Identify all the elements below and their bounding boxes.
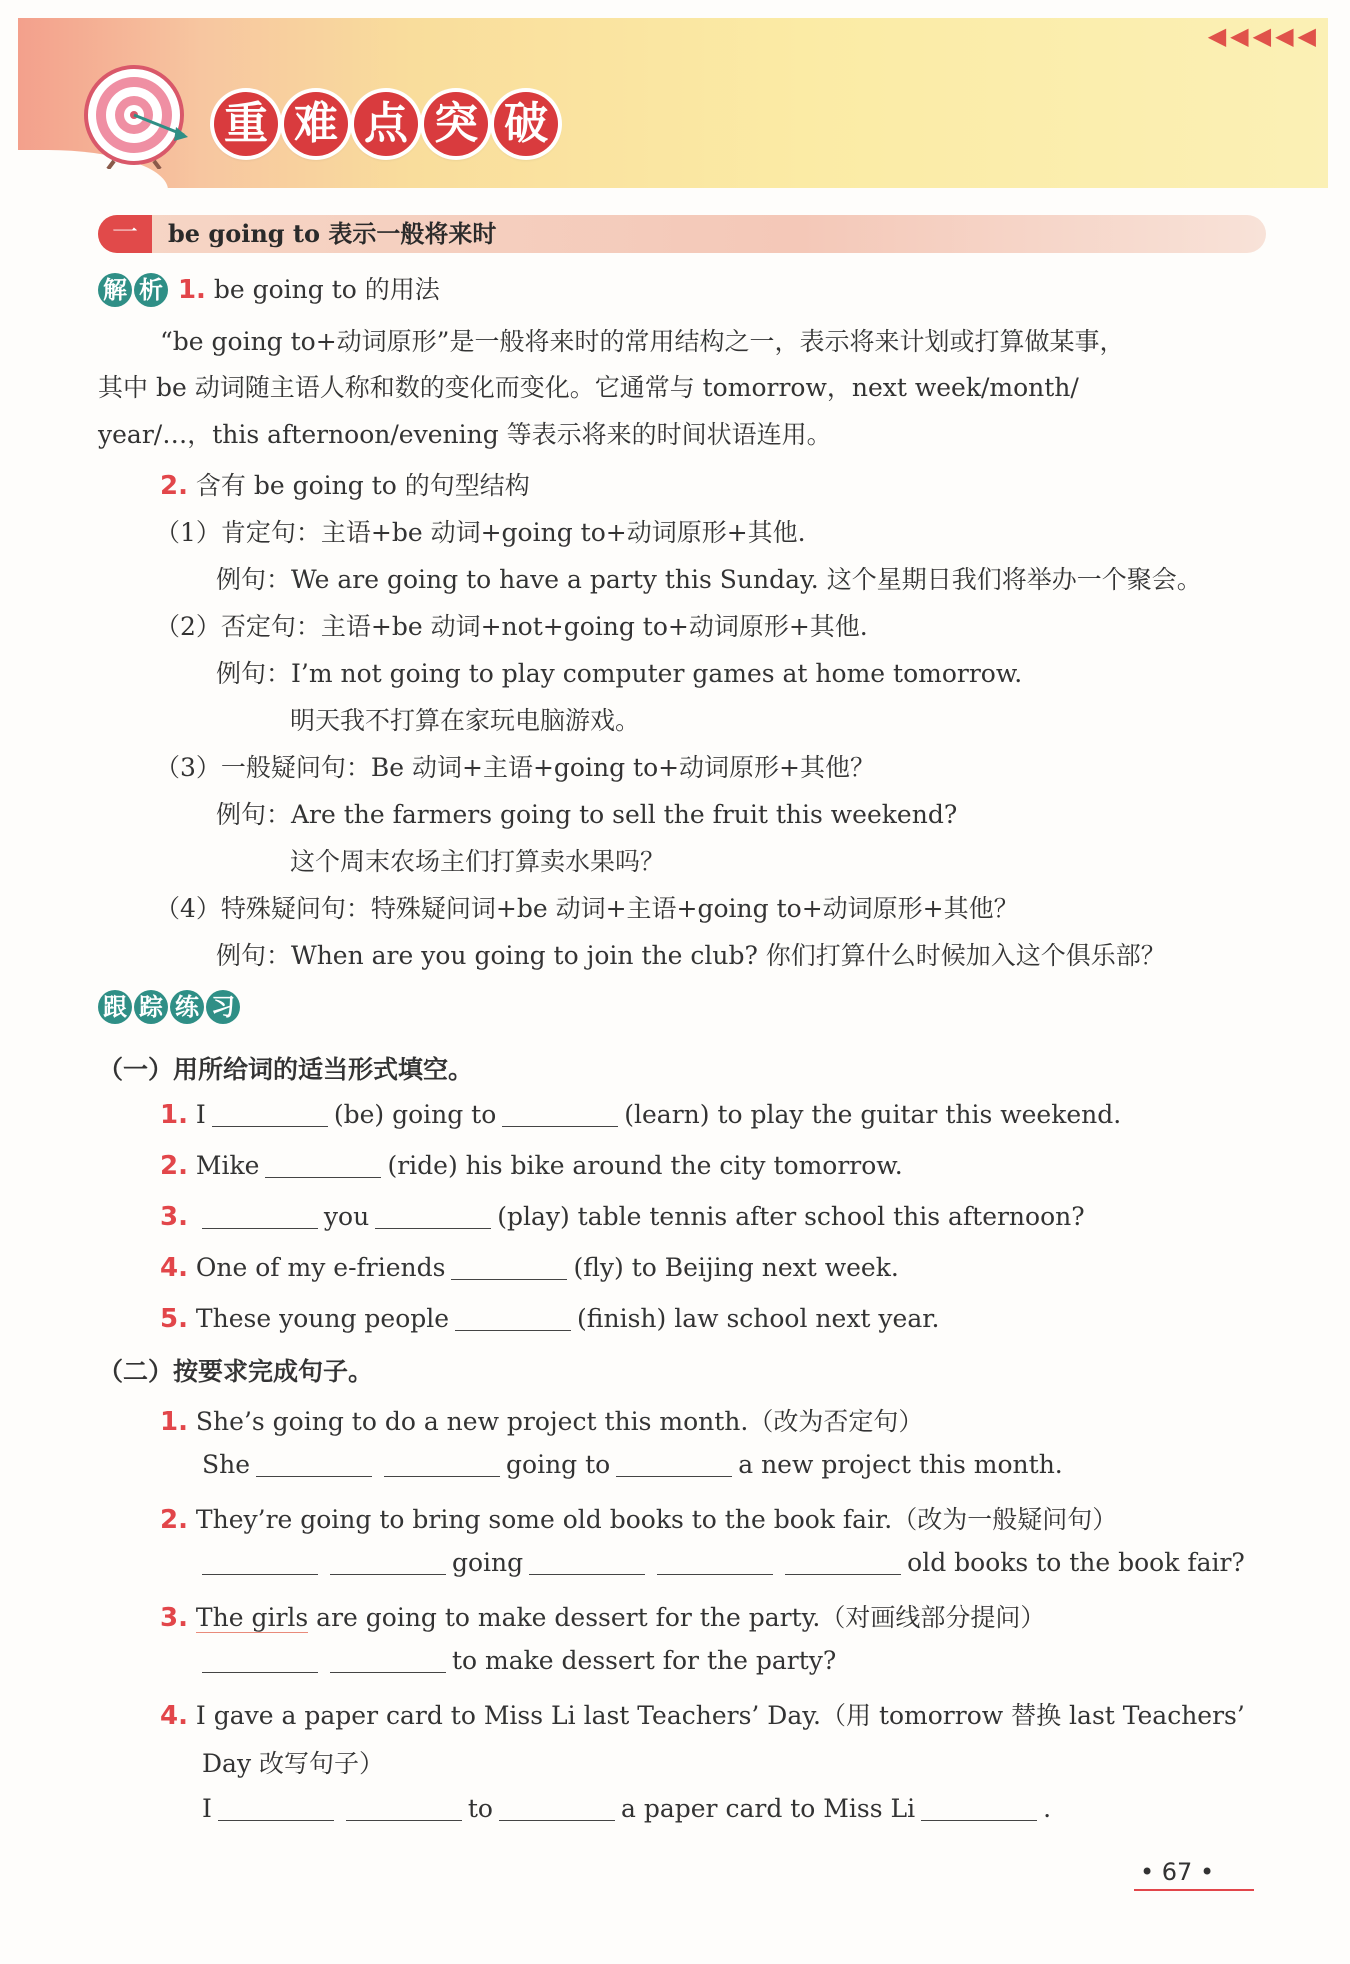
p1-q4-text-a: One of my e-friends — [195, 1253, 446, 1282]
section-title-cn: 表示一般将来时 — [328, 220, 497, 248]
arrows-decoration: ◀◀◀◀◀ — [1207, 22, 1320, 50]
practice-tag-1: 跟 — [98, 990, 132, 1024]
p1-q3-blank-1[interactable] — [202, 1202, 318, 1229]
p2-q1-text: She’s going to do a new project this month.（改为否定句） — [195, 1407, 924, 1436]
page-number-underline — [1134, 1889, 1254, 1891]
header-banner — [18, 18, 1328, 188]
analysis-tag-2: 析 — [134, 273, 168, 307]
p1-q5-blank-1[interactable] — [455, 1304, 571, 1331]
structure-4: （4）特殊疑问句：特殊疑问词+be 动词+主语+going to+动词原形+其他？ — [155, 894, 1019, 923]
p2-q3-answer — [196, 1646, 836, 1675]
p2-q3-answer-a: to make dessert for the party? — [452, 1646, 837, 1675]
p1-q4-num: 4. — [160, 1253, 188, 1283]
analysis-item1-num: 1. — [177, 275, 206, 305]
title-char-3: 点 — [354, 92, 418, 156]
p2-q1 — [160, 1402, 923, 1438]
section-title-en: be going to — [168, 219, 320, 248]
p2-q2-answer-a: going — [452, 1548, 524, 1577]
analysis-para-line2: 其中 be 动词随主语人称和数的变化而变化。它通常与 tomorrow，next week/month/ — [98, 373, 1079, 402]
p2-q1-blank-1[interactable] — [256, 1450, 372, 1477]
p1-q4-text-b: (fly) to Beijing next week. — [573, 1253, 899, 1282]
p2-q1-answer — [202, 1450, 1063, 1479]
p2-q4-answer-a: I — [202, 1794, 212, 1823]
p2-q3 — [160, 1598, 1045, 1634]
p2-q2 — [160, 1500, 1117, 1536]
p2-q1-answer-a: She — [202, 1450, 251, 1479]
p2-q3-blank-2[interactable] — [330, 1646, 446, 1673]
p1-q2-blank-1[interactable] — [265, 1151, 381, 1178]
p2-q2-blank-2[interactable] — [330, 1548, 446, 1575]
structure-2-example: 例句：I’m not going to play computer games at home tomorrow. — [216, 659, 1023, 688]
p2-q4-blank-4[interactable] — [921, 1794, 1037, 1821]
analysis-item2 — [160, 466, 530, 502]
p2-q2-answer — [196, 1548, 1245, 1577]
p2-q2-blank-5[interactable] — [785, 1548, 901, 1575]
section-number: 一 — [98, 215, 152, 253]
structure-3-example: 例句：Are the farmers going to sell the fruit this weekend? — [216, 800, 958, 829]
p2-q2-num: 2. — [160, 1505, 188, 1535]
p1-q5-text-b: (finish) law school next year. — [577, 1304, 940, 1333]
p1-q4-blank-1[interactable] — [451, 1253, 567, 1280]
analysis-tag-1: 解 — [98, 273, 132, 307]
p2-q2-blank-1[interactable] — [202, 1548, 318, 1575]
p1-q3-text-b: (play) table tennis after school this afternoon? — [497, 1202, 1085, 1231]
p2-q2-blank-4[interactable] — [657, 1548, 773, 1575]
p2-q2-answer-b: old books to the book fair? — [907, 1548, 1245, 1577]
p1-q3-blank-2[interactable] — [375, 1202, 491, 1229]
p2-q4-answer-c: a paper card to Miss Li — [621, 1794, 916, 1823]
p1-q1-blank-1[interactable] — [212, 1100, 328, 1127]
p1-q1 — [160, 1100, 1121, 1130]
p2-q4-text-line2: Day 改写句子） — [202, 1749, 385, 1778]
analysis-item1-title: be going to 的用法 — [213, 275, 440, 304]
p1-q1-num: 1. — [160, 1100, 188, 1130]
p1-q3-text-a: you — [323, 1202, 370, 1231]
p2-q4-answer — [202, 1794, 1051, 1823]
p2-q4-num: 4. — [160, 1701, 188, 1731]
p1-q1-blank-2[interactable] — [502, 1100, 618, 1127]
p1-q2-num: 2. — [160, 1151, 188, 1181]
structure-3: （3）一般疑问句：Be 动词+主语+going to+动词原形+其他？ — [155, 753, 876, 782]
p1-q1-text-b: (be) going to — [333, 1100, 497, 1129]
analysis-para-line1: “be going to+动词原形”是一般将来时的常用结构之一，表示将来计划或打算做某事， — [160, 327, 1125, 356]
analysis-item2-num: 2. — [160, 471, 188, 501]
p1-q2-text-a: Mike — [195, 1151, 260, 1180]
p2-q3-underlined: The girls — [195, 1603, 309, 1632]
p1-q5 — [160, 1304, 939, 1334]
p2-q4-blank-3[interactable] — [499, 1794, 615, 1821]
structure-4-example: 例句：When are you going to join the club? 你们打算什么时候加入这个俱乐部？ — [216, 941, 1166, 970]
p2-q1-num: 1. — [160, 1407, 188, 1437]
p2-q1-blank-2[interactable] — [384, 1450, 500, 1477]
p1-q2 — [160, 1151, 903, 1181]
practice-tag-4: 习 — [206, 990, 240, 1024]
part2-title: （二）按要求完成句子。 — [98, 1357, 374, 1386]
p2-q4-blank-2[interactable] — [346, 1794, 462, 1821]
practice-heading — [98, 990, 242, 1024]
title-char-4: 突 — [424, 92, 488, 156]
p2-q4 — [160, 1696, 1245, 1732]
p1-q4 — [160, 1253, 899, 1283]
structure-1-example: 例句：We are going to have a party this Sunday. 这个星期日我们将举办一个聚会。 — [216, 565, 1202, 594]
p1-q1-text-c: (learn) to play the guitar this weekend. — [624, 1100, 1122, 1129]
p1-q5-num: 5. — [160, 1304, 188, 1334]
p1-q3 — [160, 1202, 1085, 1232]
structure-1: （1）肯定句：主语+be 动词+going to+动词原形+其他. — [155, 518, 806, 547]
title-char-1: 重 — [214, 92, 278, 156]
analysis-heading — [98, 270, 440, 307]
part1-title: （一）用所给词的适当形式填空。 — [98, 1055, 474, 1084]
p2-q4-answer-b: to — [467, 1794, 493, 1823]
p2-q3-blank-1[interactable] — [202, 1646, 318, 1673]
p2-q2-blank-3[interactable] — [529, 1548, 645, 1575]
p1-q1-text-a: I — [195, 1100, 206, 1129]
page-number: • 67 • — [1140, 1858, 1215, 1886]
p2-q3-text: are going to make dessert for the party.（对画线部分提问） — [308, 1603, 1046, 1632]
p2-q4-answer-d: . — [1043, 1794, 1052, 1823]
title-char-2: 难 — [284, 92, 348, 156]
practice-tag-2: 踪 — [134, 990, 168, 1024]
title-char-5: 破 — [494, 92, 558, 156]
analysis-item2-title: 含有 be going to 的句型结构 — [195, 471, 530, 500]
structure-3-translation: 这个周末农场主们打算卖水果吗？ — [290, 847, 666, 876]
p2-q4-blank-1[interactable] — [218, 1794, 334, 1821]
p1-q2-text-b: (ride) his bike around the city tomorrow. — [387, 1151, 903, 1180]
structure-2: （2）否定句：主语+be 动词+not+going to+动词原形+其他. — [155, 612, 868, 641]
p1-q5-text-a: These young people — [195, 1304, 450, 1333]
p2-q4-text: I gave a paper card to Miss Li last Teachers’ Day.（用 tomorrow 替换 last Teachers’ — [195, 1701, 1245, 1730]
target-icon — [84, 65, 188, 169]
p2-q1-answer-b: going to — [506, 1450, 611, 1479]
practice-tag-3: 练 — [170, 990, 204, 1024]
p1-q3-num: 3. — [160, 1202, 188, 1232]
p2-q1-answer-c: a new project this month. — [738, 1450, 1063, 1479]
analysis-para-line3: year/…，this afternoon/evening 等表示将来的时间状语连用。 — [98, 420, 832, 449]
section-title — [168, 215, 496, 253]
structure-2-translation: 明天我不打算在家玩电脑游戏。 — [290, 706, 641, 735]
p2-q3-num: 3. — [160, 1603, 188, 1633]
p2-q2-text: They’re going to bring some old books to the book fair.（改为一般疑问句） — [195, 1505, 1118, 1534]
p2-q1-blank-3[interactable] — [616, 1450, 732, 1477]
